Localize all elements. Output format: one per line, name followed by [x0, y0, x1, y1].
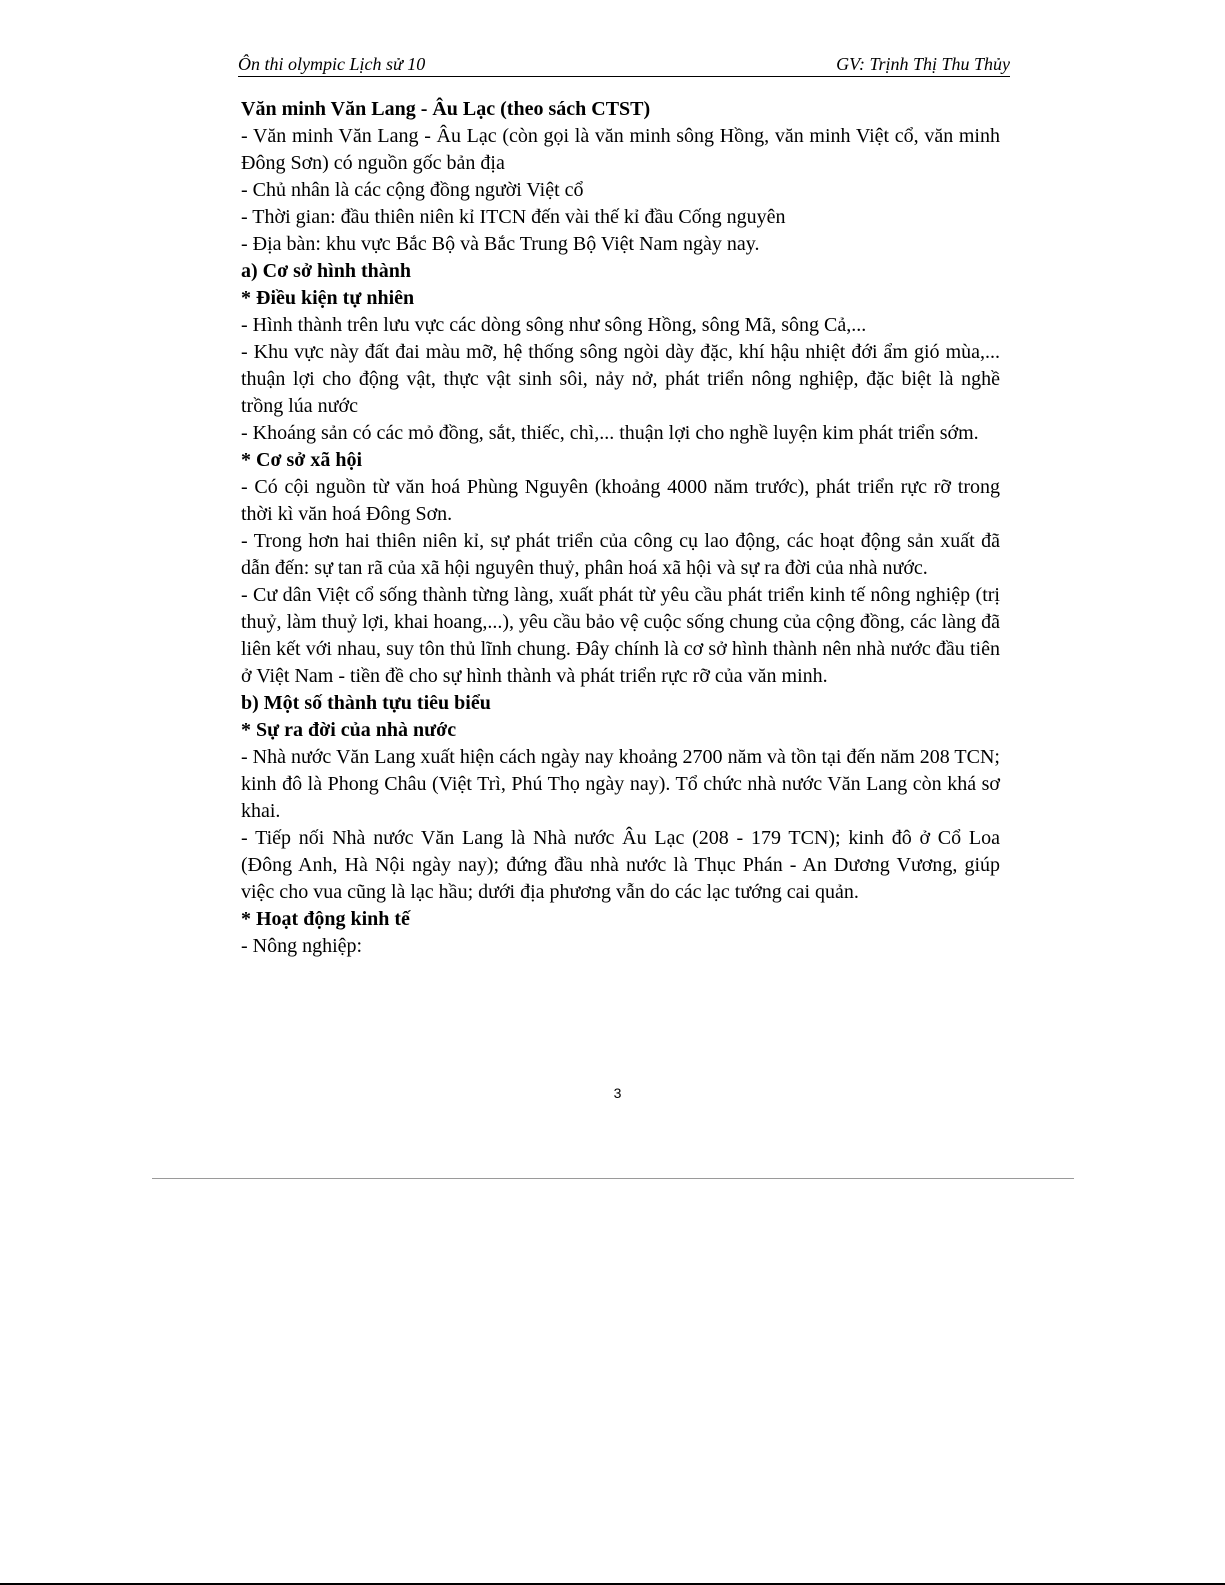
subheading: * Hoạt động kinh tế [241, 908, 410, 930]
subheading: * Sự ra đời của nhà nước [241, 719, 457, 741]
paragraph: - Cư dân Việt cổ sống thành từng làng, xuất phát từ yêu cầu phát triển kinh tế nông nghiệp (trị thuỷ, làm thuỷ lợi, khai hoang,...), yêu cầu bảo vệ cuộc sống chung của cộng đồng, các làng đã liên kết với nhau, suy tôn thủ lĩnh chung. Đây chính là cơ sở hình thành nên nhà nước đầu tiên ở Việt Nam - tiền đề cho sự hình thành và phát triển rực rỡ của văn minh. [241, 584, 1000, 687]
subheading: * Điều kiện tự nhiên [241, 287, 415, 309]
subheading: * Cơ sở xã hội [241, 449, 363, 471]
paragraph: - Khu vực này đất đai màu mỡ, hệ thống sông ngòi dày đặc, khí hậu nhiệt đới ẩm gió mùa,... thuận lợi cho động vật, thực vật sinh sôi, nảy nở, phát triển nông nghiệp, đặc biệt là nghề trồng lúa nước [241, 341, 1000, 417]
page-number: 3 [613, 1085, 622, 1101]
paragraph: - Nhà nước Văn Lang xuất hiện cách ngày nay khoảng 2700 năm và tồn tại đến năm 208 TCN; kinh đô là Phong Châu (Việt Trì, Phú Thọ ngày nay). Tổ chức nhà nước Văn Lang còn khá sơ khai. [241, 746, 1000, 822]
paragraph: - Trong hơn hai thiên niên kỉ, sự phát triển của công cụ lao động, các hoạt động sản xuất đã dẫn đến: sự tan rã của xã hội nguyên thuỷ, phân hoá xã hội và sự ra đời của nhà nước. [241, 530, 1000, 579]
paragraph: - Thời gian: đầu thiên niên kỉ ITCN đến vài thế kỉ đầu Cống nguyên [241, 206, 786, 228]
document-body [241, 96, 1000, 960]
paragraph: - Khoáng sản có các mỏ đồng, sắt, thiếc, chì,... thuận lợi cho nghề luyện kim phát triển sớm. [241, 422, 979, 444]
paragraph: - Văn minh Văn Lang - Âu Lạc (còn gọi là văn minh sông Hồng, văn minh Việt cổ, văn minh Đông Sơn) có nguồn gốc bản địa [241, 125, 1000, 174]
page-header [238, 52, 1010, 77]
paragraph: - Có cội nguồn từ văn hoá Phùng Nguyên (khoảng 4000 năm trước), phát triển rực rỡ trong thời kì văn hoá Đông Sơn. [241, 476, 1000, 525]
page-separator [152, 1178, 1074, 1179]
header-teacher-name: GV: Trịnh Thị Thu Thủy [836, 54, 1010, 74]
paragraph: - Hình thành trên lưu vực các dòng sông như sông Hồng, sông Mã, sông Cả,... [241, 314, 867, 336]
section-title: Văn minh Văn Lang - Âu Lạc (theo sách CTST) [241, 98, 651, 120]
paragraph: - Chủ nhân là các cộng đồng người Việt cổ [241, 179, 584, 201]
header-course-title: Ôn thi olympic Lịch sử 10 [238, 54, 426, 74]
paragraph: - Địa bàn: khu vực Bắc Bộ và Bắc Trung Bộ Việt Nam ngày nay. [241, 233, 760, 255]
paragraph: - Tiếp nối Nhà nước Văn Lang là Nhà nước Âu Lạc (208 - 179 TCN); kinh đô ở Cổ Loa (Đông Anh, Hà Nội ngày nay); đứng đầu nhà nước là Thục Phán - An Dương Vương, giúp việc cho vua cũng là lạc hầu; dưới địa phương vẫn do các lạc tướng cai quản. [241, 827, 1000, 903]
subheading: b) Một số thành tựu tiêu biểu [241, 692, 491, 714]
paragraph: - Nông nghiệp: [241, 935, 363, 957]
subheading: a) Cơ sở hình thành [241, 260, 411, 282]
